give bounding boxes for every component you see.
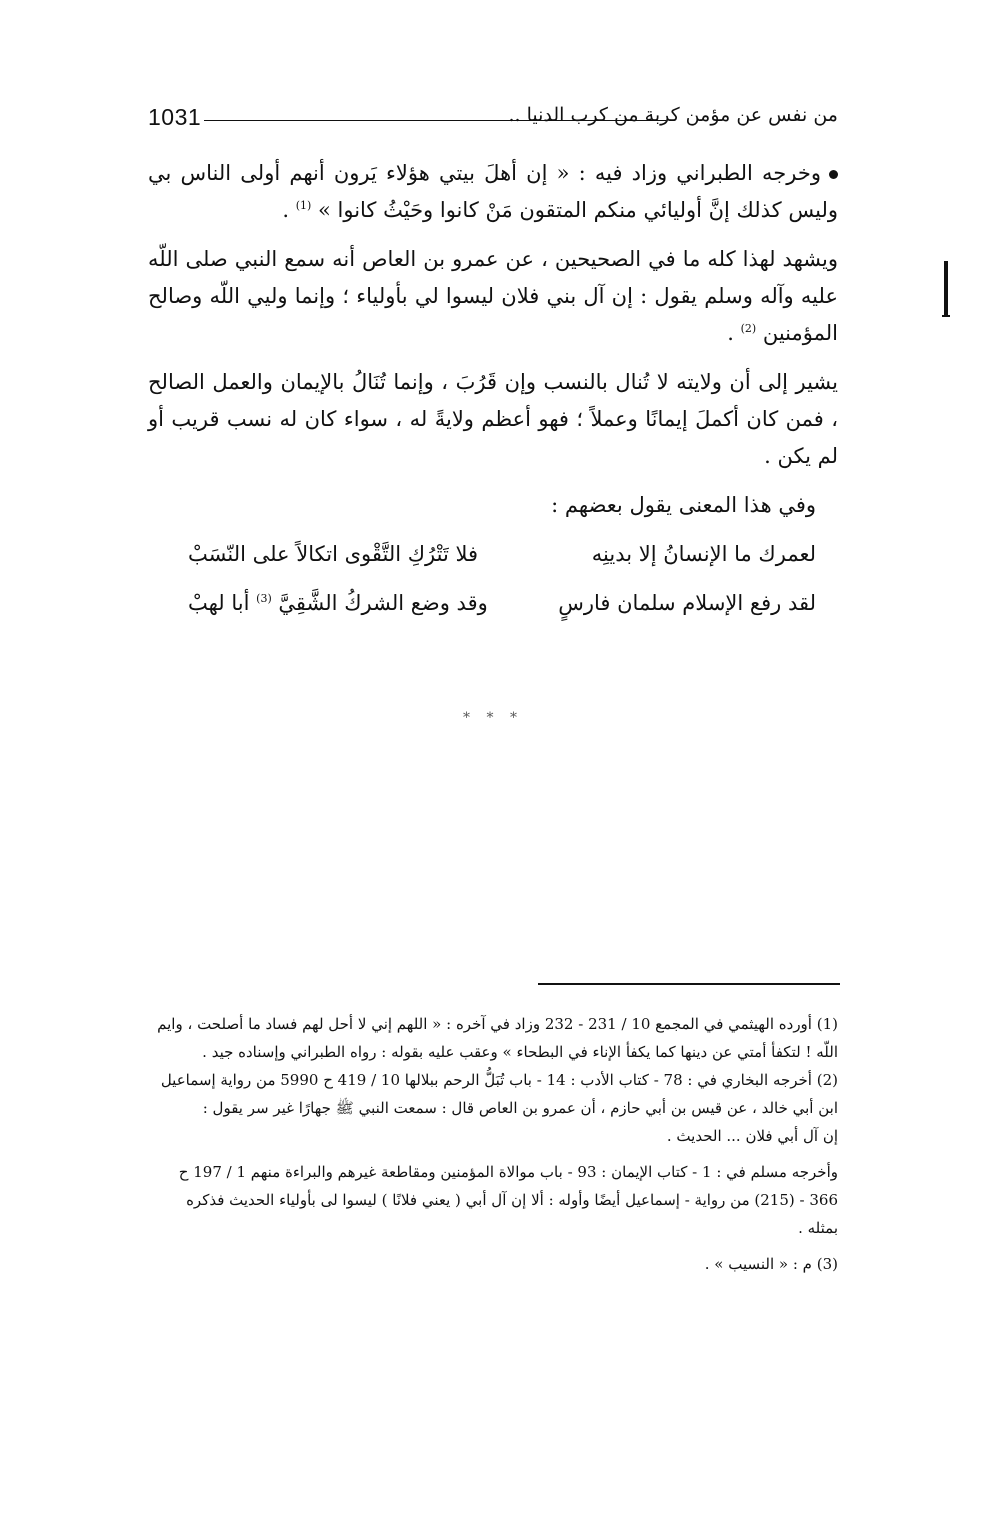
footnote-3: (3) م : « النسيب » . (704, 1255, 838, 1273)
footnote-2-line-2: ابن أبي خالد ، عن قيس بن أبي حازم ، أن عمرو بن العاص قال : سمعت النبي ﷺ جهارًا غير سر يقول : (202, 1099, 838, 1117)
footnote-1-line-1: (1) أورده الهيثمي في المجمع 10 / 231 - 232 وزاد في آخره : « اللهم إني لا أحل لهم فساد ما أصلحت ، وايم (157, 1015, 838, 1033)
footnote-1-line-2: اللّه ! لتكفأ أمتي عن دينها كما يكفأ الإناء في البطحاء » وعقب عليه بقوله : رواه الطبراني وإسناده جيد . (202, 1043, 838, 1061)
footnote-ref-2[interactable]: (2) (740, 322, 757, 335)
verse-line-1 (148, 536, 838, 573)
paragraph-2-end: . (727, 321, 741, 345)
running-title: من نفس عن مؤمن كربة من كرب الدنيا .. (508, 104, 838, 126)
footnote-rule (538, 983, 840, 985)
footnote-ref-1[interactable]: (1) (295, 199, 312, 212)
paragraph-3-text: يشير إلى أن ولايته لا تُنال بالنسب وإن قَرُبَ ، وإنما تُنَالُ بالإيمان والعمل الصالح ، فمن كان أكملَ إيمانًا وعملاً ؛ فهو أعظم ولايةً له ، سواء كان له نسب قريب أو لم يكن . (148, 370, 838, 468)
footnote-2-line-3: إن آل أبي فلان ... الحديث . (666, 1127, 838, 1145)
footnote-2-line-4: وأخرجه مسلم في : 1 - كتاب الإيمان : 93 - باب موالاة المؤمنين ومقاطعة غيرهم والبراءة منهم 1 / 197 ح (178, 1163, 838, 1181)
paragraph-2-text: ويشهد لهذا كله ما في الصحيحين ، عن عمرو بن العاص أنه سمع النبي صلى اللّه عليه وآله وسلم يقول : إن آل بني فلان ليسوا لي بأولياء ؛ وإنما وليي اللّه وصالح المؤمنين (148, 247, 838, 345)
footnote-2-line-5: 366 - (215) من رواية - إسماعيل أيضًا وأوله : ألا إن آل أبي ( يعني فلانًا ) ليسوا لى بأولياء الحديث فذكره (186, 1191, 838, 1209)
paragraph-1-end: . (282, 198, 296, 222)
page-number: 1031 (148, 104, 202, 130)
section-separator: * * * (463, 710, 523, 726)
verse-1-second-hemistich: فلا تَتْرُكِ التَّقْوى اتكالاً على النّسَبْ (188, 542, 479, 566)
verse-1-first-hemistich: لعمرك ما الإنسانُ إلا بدينِه (591, 542, 816, 566)
paragraph-1 (148, 155, 838, 229)
main-text (148, 155, 838, 634)
verse-2-second-part-a: وقد وضع الشركُ الشَّقِيَّ (278, 591, 488, 615)
verse-intro: وفي هذا المعنى يقول بعضهم : (551, 493, 816, 517)
verse-line-2 (148, 585, 838, 622)
verse-2-first-hemistich: لقد رفع الإسلام سلمان فارسٍ (558, 591, 816, 615)
bullet-icon (829, 170, 838, 179)
paragraph-3 (148, 364, 838, 475)
footnote-2-line-1: (2) أخرجه البخاري في : 78 - كتاب الأدب : 14 - باب تُبَلُّ الرحم ببلالها 10 / 419 ح 5990 من رواية إسماعيل (160, 1071, 838, 1089)
verse-2-second-hemistich (188, 585, 488, 622)
paragraph-1-text: وخرجه الطبراني وزاد فيه : « إن أهلَ بيتي هؤلاء يَرون أنهم أولى الناس بي وليس كذلك إنَّ أوليائي منكم المتقون مَنْ كانوا وحَيْثُ كانوا » (148, 161, 838, 222)
margin-bar-mark (944, 261, 948, 315)
paragraph-2 (148, 241, 838, 352)
footnotes (148, 1010, 838, 1278)
page-header (148, 100, 838, 140)
footnote-2-line-6: بمثله . (798, 1219, 838, 1237)
verse-2-second-part-b: أبا لهبْ (188, 591, 250, 615)
footnote-ref-3[interactable]: (3) (256, 592, 272, 605)
